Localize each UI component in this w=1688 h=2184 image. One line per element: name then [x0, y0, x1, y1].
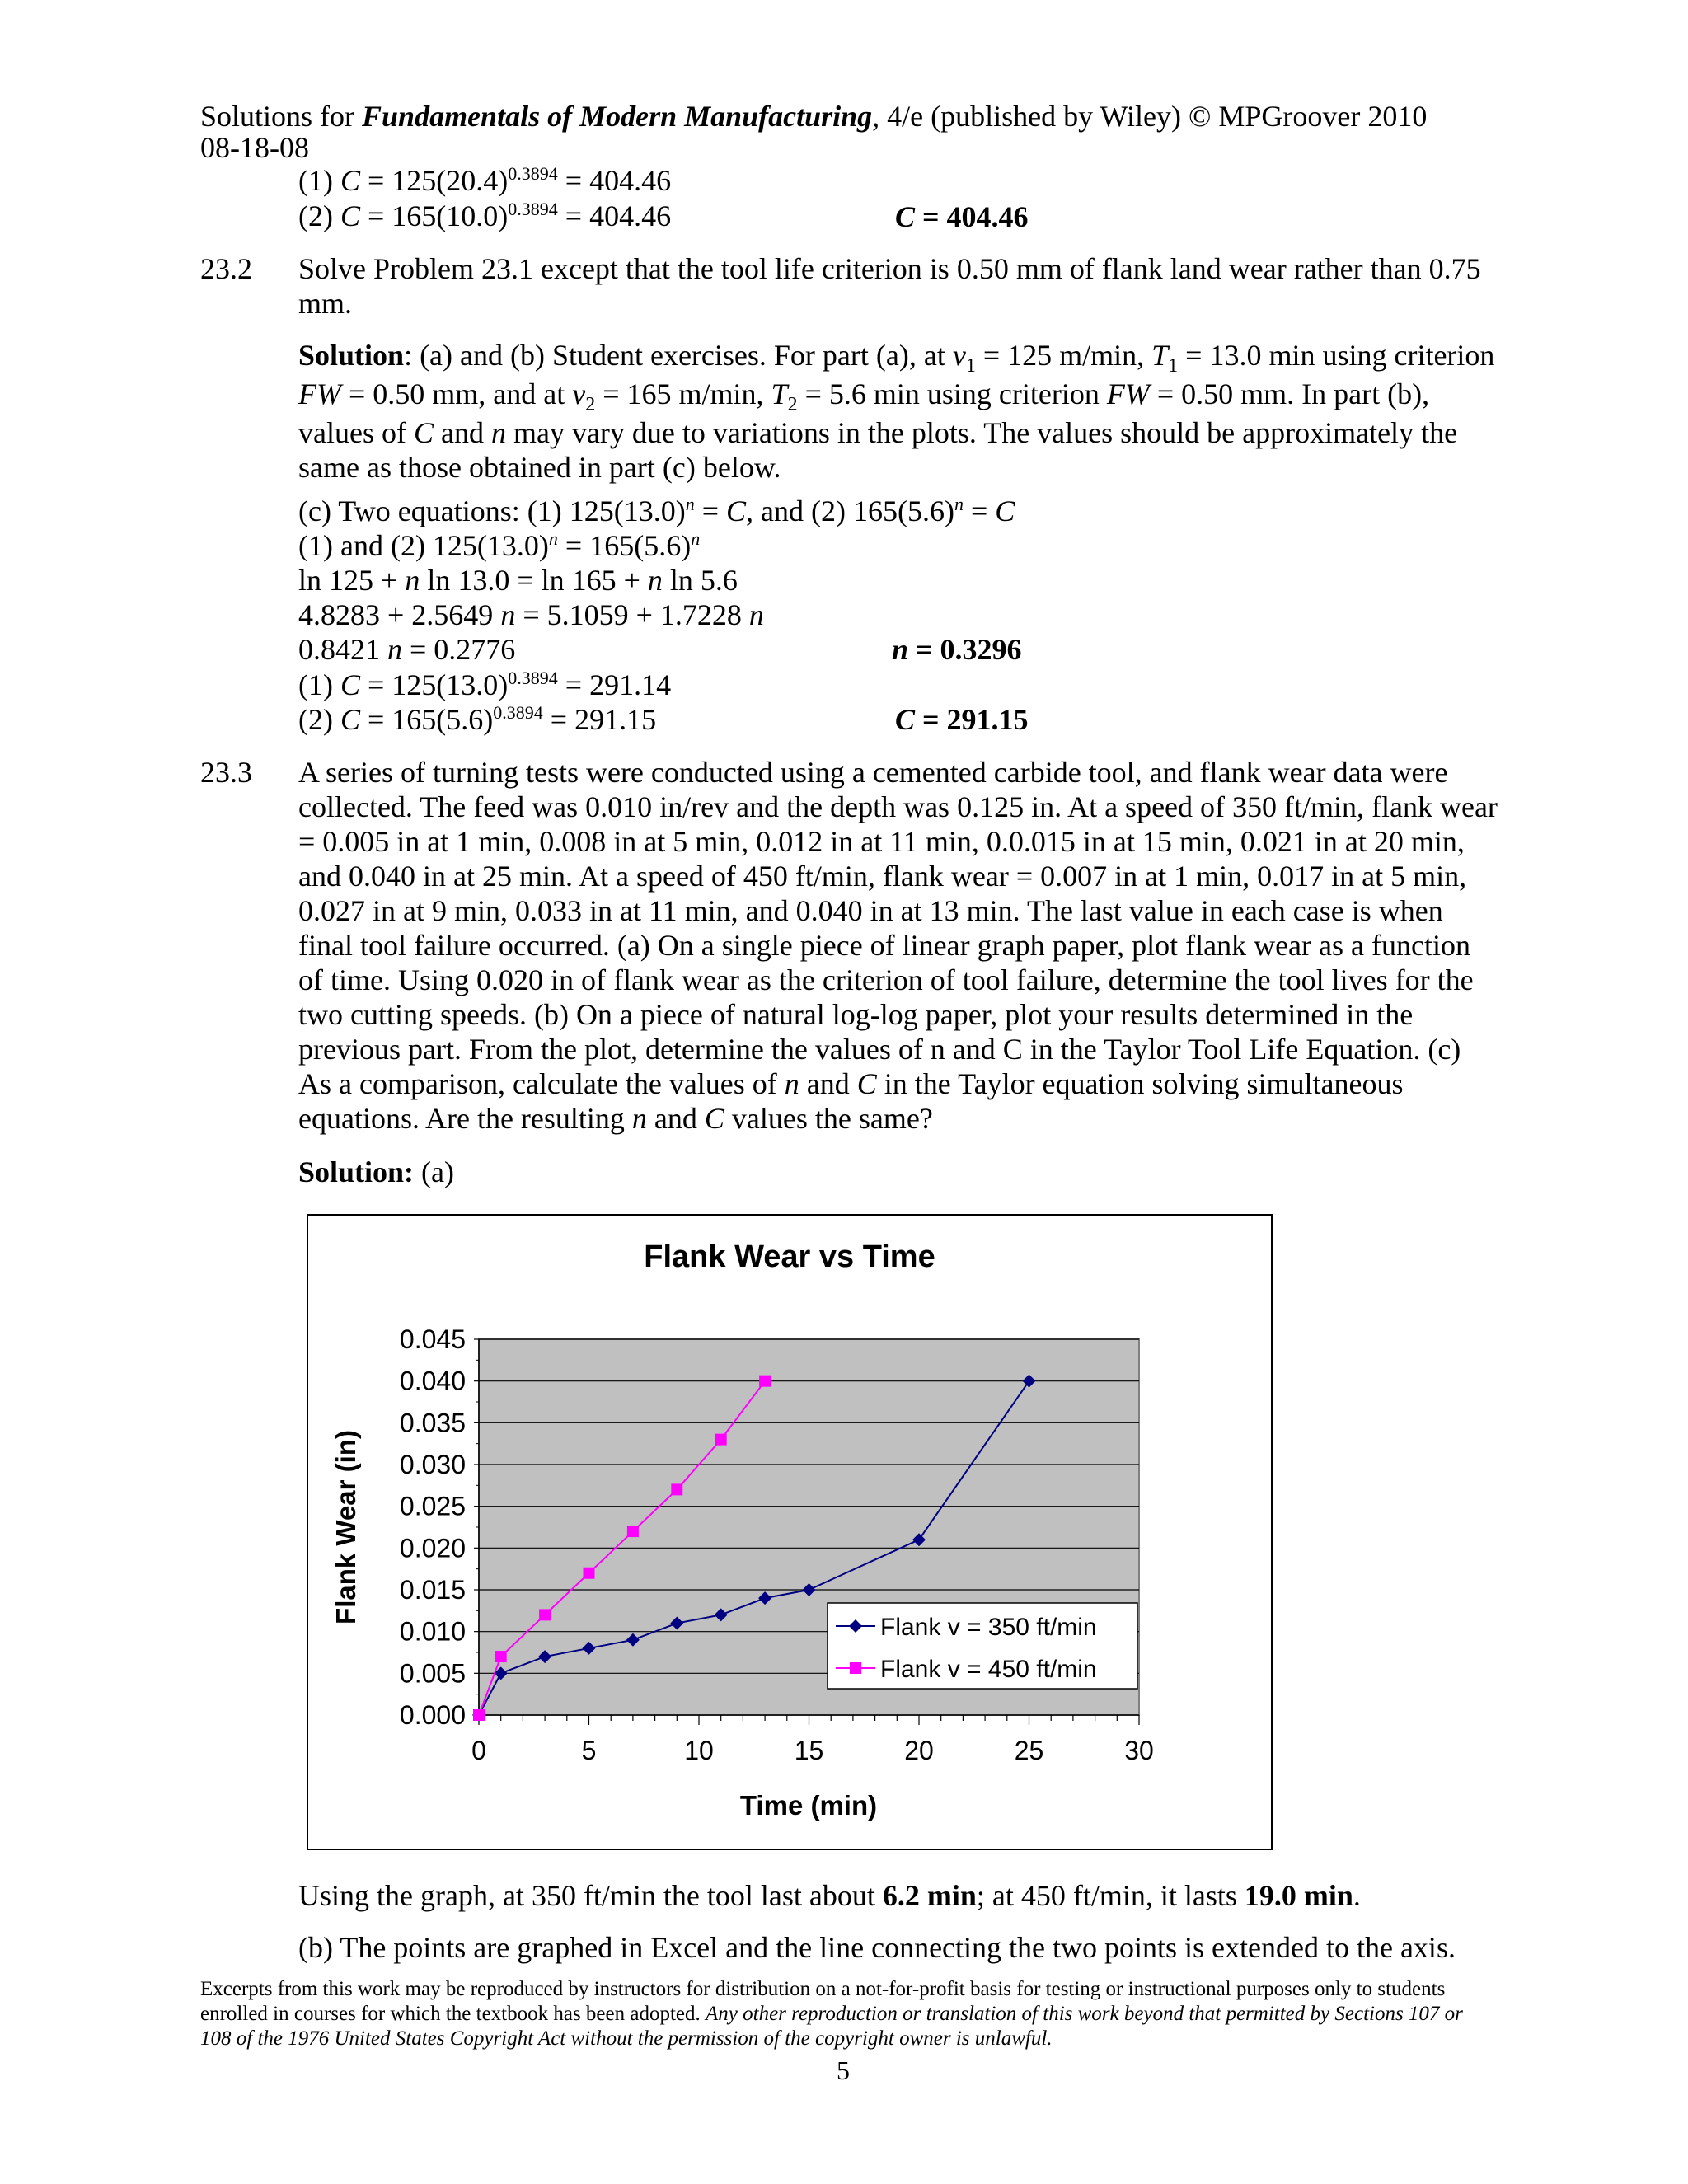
data-point-450: [584, 1568, 595, 1579]
x-tick-label: 25: [1014, 1736, 1044, 1765]
problem-number-23-3: 23.3: [200, 756, 252, 789]
book-title: Fundamentals of Modern Manufacturing: [362, 100, 873, 133]
chart-svg: [308, 1216, 1271, 1849]
chart-legend: [828, 1603, 1137, 1689]
copyright-footer: Excerpts from this work may be reproduced by instructors for distribution on a not-for-profit basis for testing or instructional purposes only to students enrolled in courses for which the textbook has been adopted. Any other reproduction or translation of this work beyond that permitted by Sections 107 or 108 of the 1976 United States Copyright Act without the permission of the copyright owner is unlawful.: [200, 1978, 1463, 2050]
prev-eq-1: (1) $C = 125(20.4)^{0.3894} = 404.46$: [298, 163, 672, 197]
y-axis-label: Flank Wear (in): [331, 1430, 361, 1624]
y-tick-label: 0.000: [399, 1700, 466, 1730]
y-tick-label: 0.025: [399, 1491, 466, 1521]
y-tick-label: 0.020: [399, 1533, 466, 1563]
data-point-450: [671, 1483, 682, 1495]
p232-c-line-7: (2) $C = 165(5.6)^{0.3894} = 291.15$: [298, 702, 657, 736]
p232-c-line-3: ln 125 + n ln 13.0 = ln 165 + n ln 5.6: [298, 564, 738, 597]
y-tick-labels: [400, 1324, 466, 1730]
data-point-450: [627, 1526, 639, 1537]
page-header: Solutions for Fundamentals of Modern Manufacturing, 4/e (published by Wiley) © MPGroover 2010: [200, 100, 1428, 133]
data-point-450: [539, 1609, 551, 1620]
part-b-text: (b) The points are graphed in Excel and the line connecting the two points is extended to the axis.: [298, 1931, 1456, 1964]
p232-c-line-6: (1) $C = 125(13.0)^{0.3894} = 291.14$: [298, 668, 672, 701]
p232-C-result: C = 291.15: [895, 703, 1029, 736]
legend-marker-450: [850, 1662, 861, 1674]
y-tick-label: 0.010: [399, 1616, 466, 1647]
x-tick-label: 5: [581, 1736, 597, 1765]
p233-solution-label: Solution: (a): [298, 1155, 455, 1188]
data-point-450: [473, 1709, 485, 1721]
x-tick-label: 10: [684, 1736, 714, 1765]
graph-result-text: Using the graph, at 350 ft/min the tool last about 6.2 min; at 450 ft/min, it lasts 19.0 min.: [298, 1879, 1361, 1912]
chart-title: Flank Wear vs Time: [644, 1240, 935, 1274]
problem-number-23-2: 23.2: [200, 252, 252, 285]
problem-23-3-statement: A series of turning tests were conducted using a cemented carbide tool, and flank wear data were collected. The feed was 0.010 in/rev and the depth was 0.125 in. At a speed of 350 ft/min, flank wear = 0.005 in at 1 min, 0.008 in at 5 min, 0.012 in at 11 min, 0.0.015 in at 15 min, 0.021 in at 20 min, and 0.040 in at 25 min. At a speed of 450 ft/min, flank wear = 0.007 in at 1 min, 0.017 in at 5 min, 0.027 in at 9 min, 0.033 in at 11 min, and 0.040 in at 13 min. The last value in each case is when final tool failure occurred. (a) On a single piece of linear graph paper, plot flank wear as a function of time. Using 0.020 in of flank wear as the criterion of tool failure, determine the tool lives for the two cutting speeds. (b) On a piece of natural log-log paper, plot your results determined in the previous part. From the plot, determine the values of n and C in the Taylor Tool Life Equation. (c) As a comparison, calculate the values of n and C in the Taylor equation solving simultaneous equations. Are the resulting n and C values the same?: [298, 756, 1498, 1135]
page-number: 5: [837, 2055, 850, 2085]
p232-c-line-4: 4.8283 + 2.5649 n = 5.1059 + 1.7228 n: [298, 598, 764, 631]
y-tick-label: 0.035: [399, 1408, 466, 1438]
x-axis-label: Time (min): [739, 1790, 878, 1821]
x-tick-label: 15: [794, 1736, 824, 1765]
flank-wear-chart: [307, 1214, 1273, 1850]
x-tick-label: 0: [471, 1736, 486, 1765]
y-tick-label: 0.045: [399, 1324, 466, 1354]
p232-c-line-2: (1) and (2) $125(13.0)^n = 165(5.6)^n$: [298, 528, 701, 562]
problem-23-2-solution: Solution: (a) and (b) Student exercises. For part (a), at $v_1 = 125$ m/min, $T_1 = 13.0$ min using criterion FW = 0.50 mm, and at $v_2 = 165$ m/min, $T_2 = 5.6$ min using criterion FW = 0.50 mm. In part (b), values of C and n may vary due to variations in the plots. The values should be approximately the same as those obtained in part (c) below.: [298, 339, 1495, 484]
y-tick-label: 0.030: [399, 1450, 466, 1479]
data-point-450: [715, 1434, 727, 1446]
prev-result: C = 404.46: [895, 200, 1029, 233]
p232-c-line-1: (c) Two equations: (1) $125(13.0)^n = C$, and (2) $165(5.6)^n = C$: [298, 494, 1015, 527]
p232-n-result: n = 0.3296: [892, 633, 1022, 666]
problem-23-2-statement: Solve Problem 23.1 except that the tool life criterion is 0.50 mm of flank land wear rather than 0.75 mm.: [298, 252, 1481, 320]
p232-c-line-5: 0.8421 n = 0.2776: [298, 633, 516, 666]
legend-label-450: Flank v = 450 ft/min: [880, 1656, 1097, 1683]
x-tick-labels: [471, 1736, 1154, 1765]
legend-label-350: Flank v = 350 ft/min: [880, 1614, 1097, 1641]
y-tick-label: 0.005: [399, 1658, 466, 1689]
data-point-450: [495, 1651, 507, 1662]
header-date: 08-18-08: [200, 131, 309, 164]
prev-eq-2: (2) $C = 165(10.0)^{0.3894} = 404.46$: [298, 199, 672, 232]
y-tick-label: 0.015: [399, 1575, 466, 1605]
data-point-450: [759, 1376, 771, 1387]
x-tick-label: 20: [904, 1736, 934, 1765]
x-tick-label: 30: [1124, 1736, 1154, 1765]
y-tick-label: 0.040: [399, 1366, 466, 1396]
